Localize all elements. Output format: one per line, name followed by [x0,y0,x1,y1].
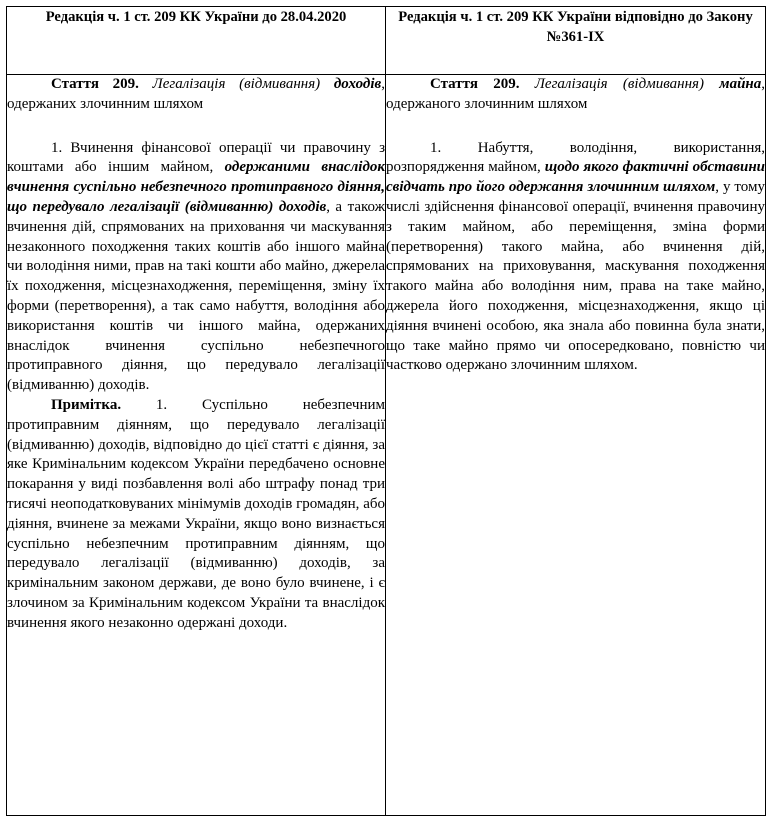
right-article-heading [386,75,765,115]
right-article-title-emphasis: майна [719,76,762,92]
left-note-label: Примітка. [51,396,122,413]
left-part-1-text-a: 1. Вчинення фінансової операції чи правочину з коштами або іншим майном, [7,139,385,176]
spacer [7,115,385,139]
left-note [7,396,385,634]
right-article-title-a: Легалізація (відмивання) [519,76,720,92]
left-article-title-emphasis: доходів [333,76,382,92]
header-row [7,7,766,75]
right-cell [386,75,766,816]
content-row [7,75,766,816]
right-article-label: Стаття 209. [430,76,520,92]
left-article-title-a: Легалізація (відмивання) [138,76,334,92]
left-note-text: 1. Суспільно небезпечним протиправним діянням, що передувало легалізації (відмиванню) доходів, відповідно до цієї статті є діяння, за яке Кримінальним кодексом України передбачено основне покарання у виді позбавлення волі або штрафу понад три тисячі неоподатковуваних мінімумів доходів громадян, або діяння, вчинене за межами України, якщо воно визнається суспільно небезпечним протиправним діянням, що передувало легалізації (відмиванню) доходів, за кримінальним законом держави, де воно було вчинене, і є злочином за Кримінальним кодексом України та внаслідок вчинення якого незаконно одержані доходи. [7,396,385,631]
right-part-1-text-b: , у тому числі здійснення фінансової операції, вчинення правочину з таким майном, або переміщення, зміна форми (перетворення) такого майна, або вчинення дій, спрямованих на приховування, маскування походження такого майна або володіння ним, права на таке майно, джерела його походження, місцезнаходження, якщо ці діяння вчинені особою, яка знала або повинна була знати, що таке майно прямо чи опосередковано, повністю чи частково одержано злочинним шляхом. [386,179,765,374]
left-article-heading [7,75,385,115]
left-part-1 [7,139,385,396]
left-part-1-text-b: , а також вчинення дій, спрямованих на приховання чи маскування незаконного походження таких коштів або іншого майна чи володіння ними, прав на такі кошти або майно, джерела їх походження, місцезнаходження, переміщення, зміну їх форми (перетворення), а так само набуття, володіння або використання коштів чи іншого майна, одержаних внаслідок вчинення суспільно небезпечного протиправного діяння, що передувало легалізації (відмиванню) доходів. [7,198,385,394]
right-part-1 [386,139,765,377]
left-cell [7,75,386,816]
left-part-1-emphasis: одержаними внаслідок вчинення суспільно небезпечного протиправного діяння, що передувало легалізації (відмиванню) доходів [7,159,385,215]
right-part-1-emphasis: щодо якого фактичні обставини свідчать про його одержання злочинним шляхом [386,159,765,196]
right-column-title: Редакція ч. 1 ст. 209 КК України відповідно до Закону №361-IX [386,7,766,75]
right-article-title-b: , одержаного злочинним шляхом [386,76,765,112]
comparison-table [6,6,766,816]
left-article-title-b: , одержаних злочинним шляхом [7,76,385,112]
left-article-label: Стаття 209. [51,76,139,92]
right-part-1-text-a: 1. Набуття, володіння, використання, розпорядження майном, [386,139,765,176]
left-column-title: Редакція ч. 1 ст. 209 КК України до 28.04.2020 [7,7,386,75]
spacer [386,115,765,139]
